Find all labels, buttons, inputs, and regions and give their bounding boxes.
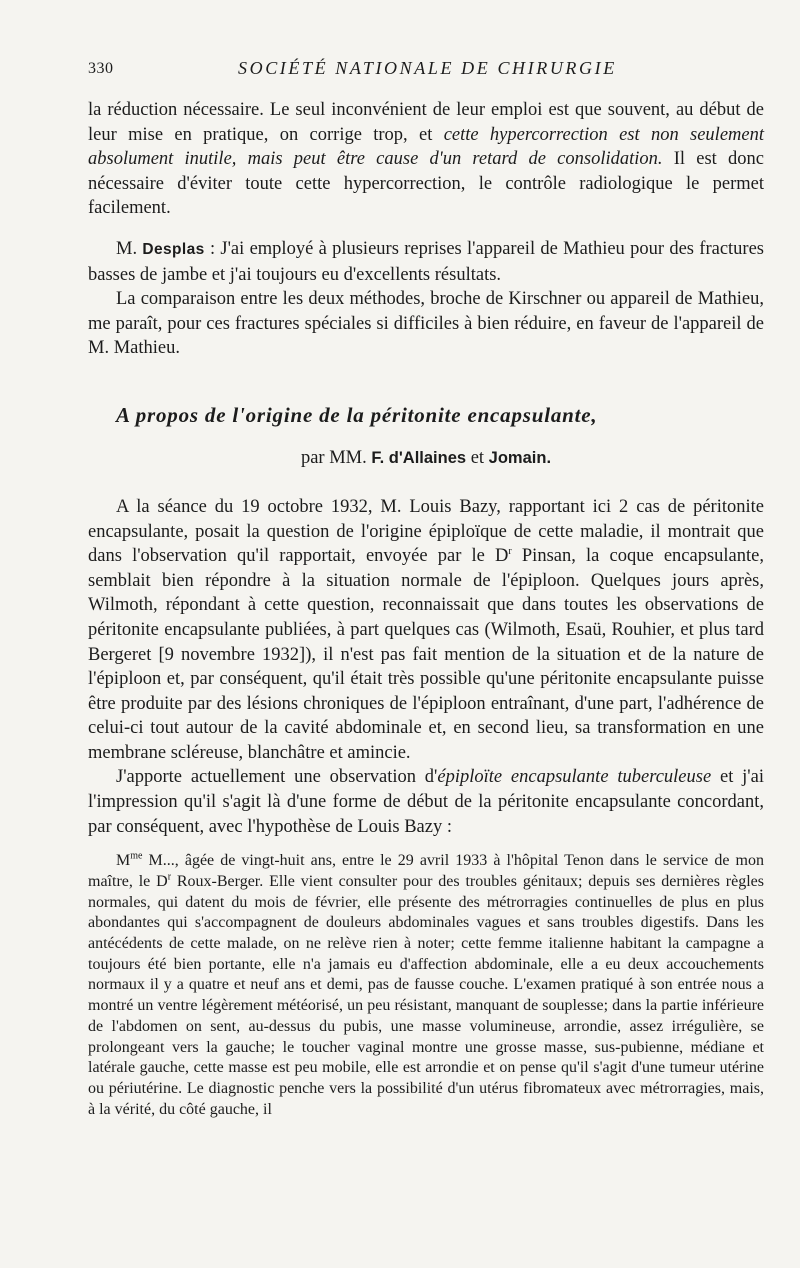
journal-title: SOCIÉTÉ NATIONALE DE CHIRURGIE [238, 58, 617, 78]
discussion-text-1: : J'ai employé à plusieurs reprises l'appareil de Mathieu pour des fractures basses de jambe et j'ai toujours eu d'excellents résultats. [88, 238, 764, 285]
body-p1-sup: r [508, 545, 512, 557]
body-p1-end: Pinsan, la coque encapsulante, semblait bien répondre à la situation normale de l'épiploon. Quelques jours après, Wilmoth, répondant à cette question, reconnaissait que dans toutes les observations de péritonite encapsulante publiées, à part quelques cas (Wilmoth, Esaü, Rouhier, et plus tard Bergeret [9 novembre 1932]), il n'est pas fait mention de la situation et de la nature de l'épiploon et, par conséquent, qu'il était très possible qu'une péritonite encapsulante puisse être produite par des lésions chroniques de l'épiploon entraînant, d'une part, l'adhérence de celui-ci tout autour de la cavité abdominale et, en second lieu, sa transformation en une membrane scléreuse, blanchâtre et amincie. [88, 546, 764, 763]
speaker-prefix: M. [116, 238, 143, 259]
intro-text-end: Il est donc nécessaire d'éviter toute cette hypercorrection, le contrôle radiologique le permet facilement. [88, 149, 764, 219]
body-paragraph-1 [88, 495, 764, 766]
case-report [88, 851, 764, 1120]
discussion-paragraph-1 [88, 237, 764, 287]
case-text-b: Roux-Berger. Elle vient consulter pour des troubles génitaux; depuis ses dernières règles normales, qui datent du mois de février, elle présente des métrorragies continuelles de plus en plus abondantes qui s'accompagnent de douleurs abdominales vagues et sans troubles digestifs. Dans les antécédents de cette malade, on ne relève rien à noter; cette femme italienne habitant la campagne a toujours été bien portante, elle n'a jamais eu d'affection abdominale, elle a eu deux accouchements normaux il y a quatre et neuf ans et demi, pas de fausse couche. L'examen pratiqué à son entrée nous a montré un ventre légèrement météorisé, un peu résistant, manquant de souplesse; dans la partie inférieure de l'abdomen on sent, au-dessus du pubis, une masse volumineuse, arrondie, assez irrégulière, se prolongeant vers la gauche; le toucher vaginal montre une grosse masse, sus-pubienne, médiane et latérale gauche, cette masse est peu mobile, elle est arrondie et on pense qu'il s'agit d'une tumeur utérine ou périutérine. Le diagnostic penche vers la possibilité d'un utérus fibromateux avec métrorragies, mais, à la vérité, du côté gauche, il [88, 872, 765, 1118]
body-text [88, 98, 764, 1120]
author-1: F. d'Allaines [371, 448, 467, 467]
body-p2-italic: épiploïte encapsulante tuberculeuse [437, 767, 712, 788]
article-title: A propos de l'origine de la péritonite encapsulante, [116, 402, 598, 427]
case-prefix: M [116, 852, 131, 870]
case-text-sup: r [167, 871, 172, 883]
body-p2-start: J'apporte actuellement une observation d' [116, 767, 438, 788]
body-paragraph-2 [88, 765, 764, 839]
body-p1-start: A la séance du 19 octobre 1932, M. Louis Bazy, rapportant ici 2 cas de péritonite encapsulante, posait la question de l'origine épiploïque de cette maladie, il montrait que dans l'observation qu'il rapportait, envoyée par le D [88, 496, 764, 567]
intro-text-italic: cette hypercorrection est non seulement absolument inutile, mais peut être cause d'un retard de consolidation. [88, 124, 764, 170]
author-2: Jomain. [488, 448, 552, 467]
page-number: 330 [88, 60, 114, 77]
byline-prefix: par MM. [300, 447, 372, 468]
intro-text-start: la réduction nécessaire. Le seul inconvénient de leur emploi est que souvent, au début de leur mise en pratique, on corrige trop, et [88, 100, 764, 145]
speaker-name: Desplas [142, 240, 205, 258]
running-head [88, 60, 764, 84]
byline-join: et [466, 447, 489, 468]
discussion-paragraph-2: La comparaison entre les deux méthodes, broche de Kirschner ou appareil de Mathieu, me paraît, pour ces fractures spéciales si difficiles à bien réduire, en faveur de l'appareil de M. Mathieu. [88, 289, 764, 359]
intro-paragraph [88, 98, 764, 221]
case-prefix-sup: me [130, 850, 143, 862]
case-report-paragraph [88, 851, 764, 1120]
byline [88, 448, 764, 469]
body-p2-end: et j'ai l'impression qu'il s'agit là d'une forme de début de la péritonite encapsulante concordant, par conséquent, avec l'hypothèse de Louis Bazy : [88, 767, 764, 837]
case-text-a: M..., âgée de vingt-huit ans, entre le 29 avril 1933 à l'hôpital Tenon dans le service de mon maître, le D [88, 852, 764, 890]
